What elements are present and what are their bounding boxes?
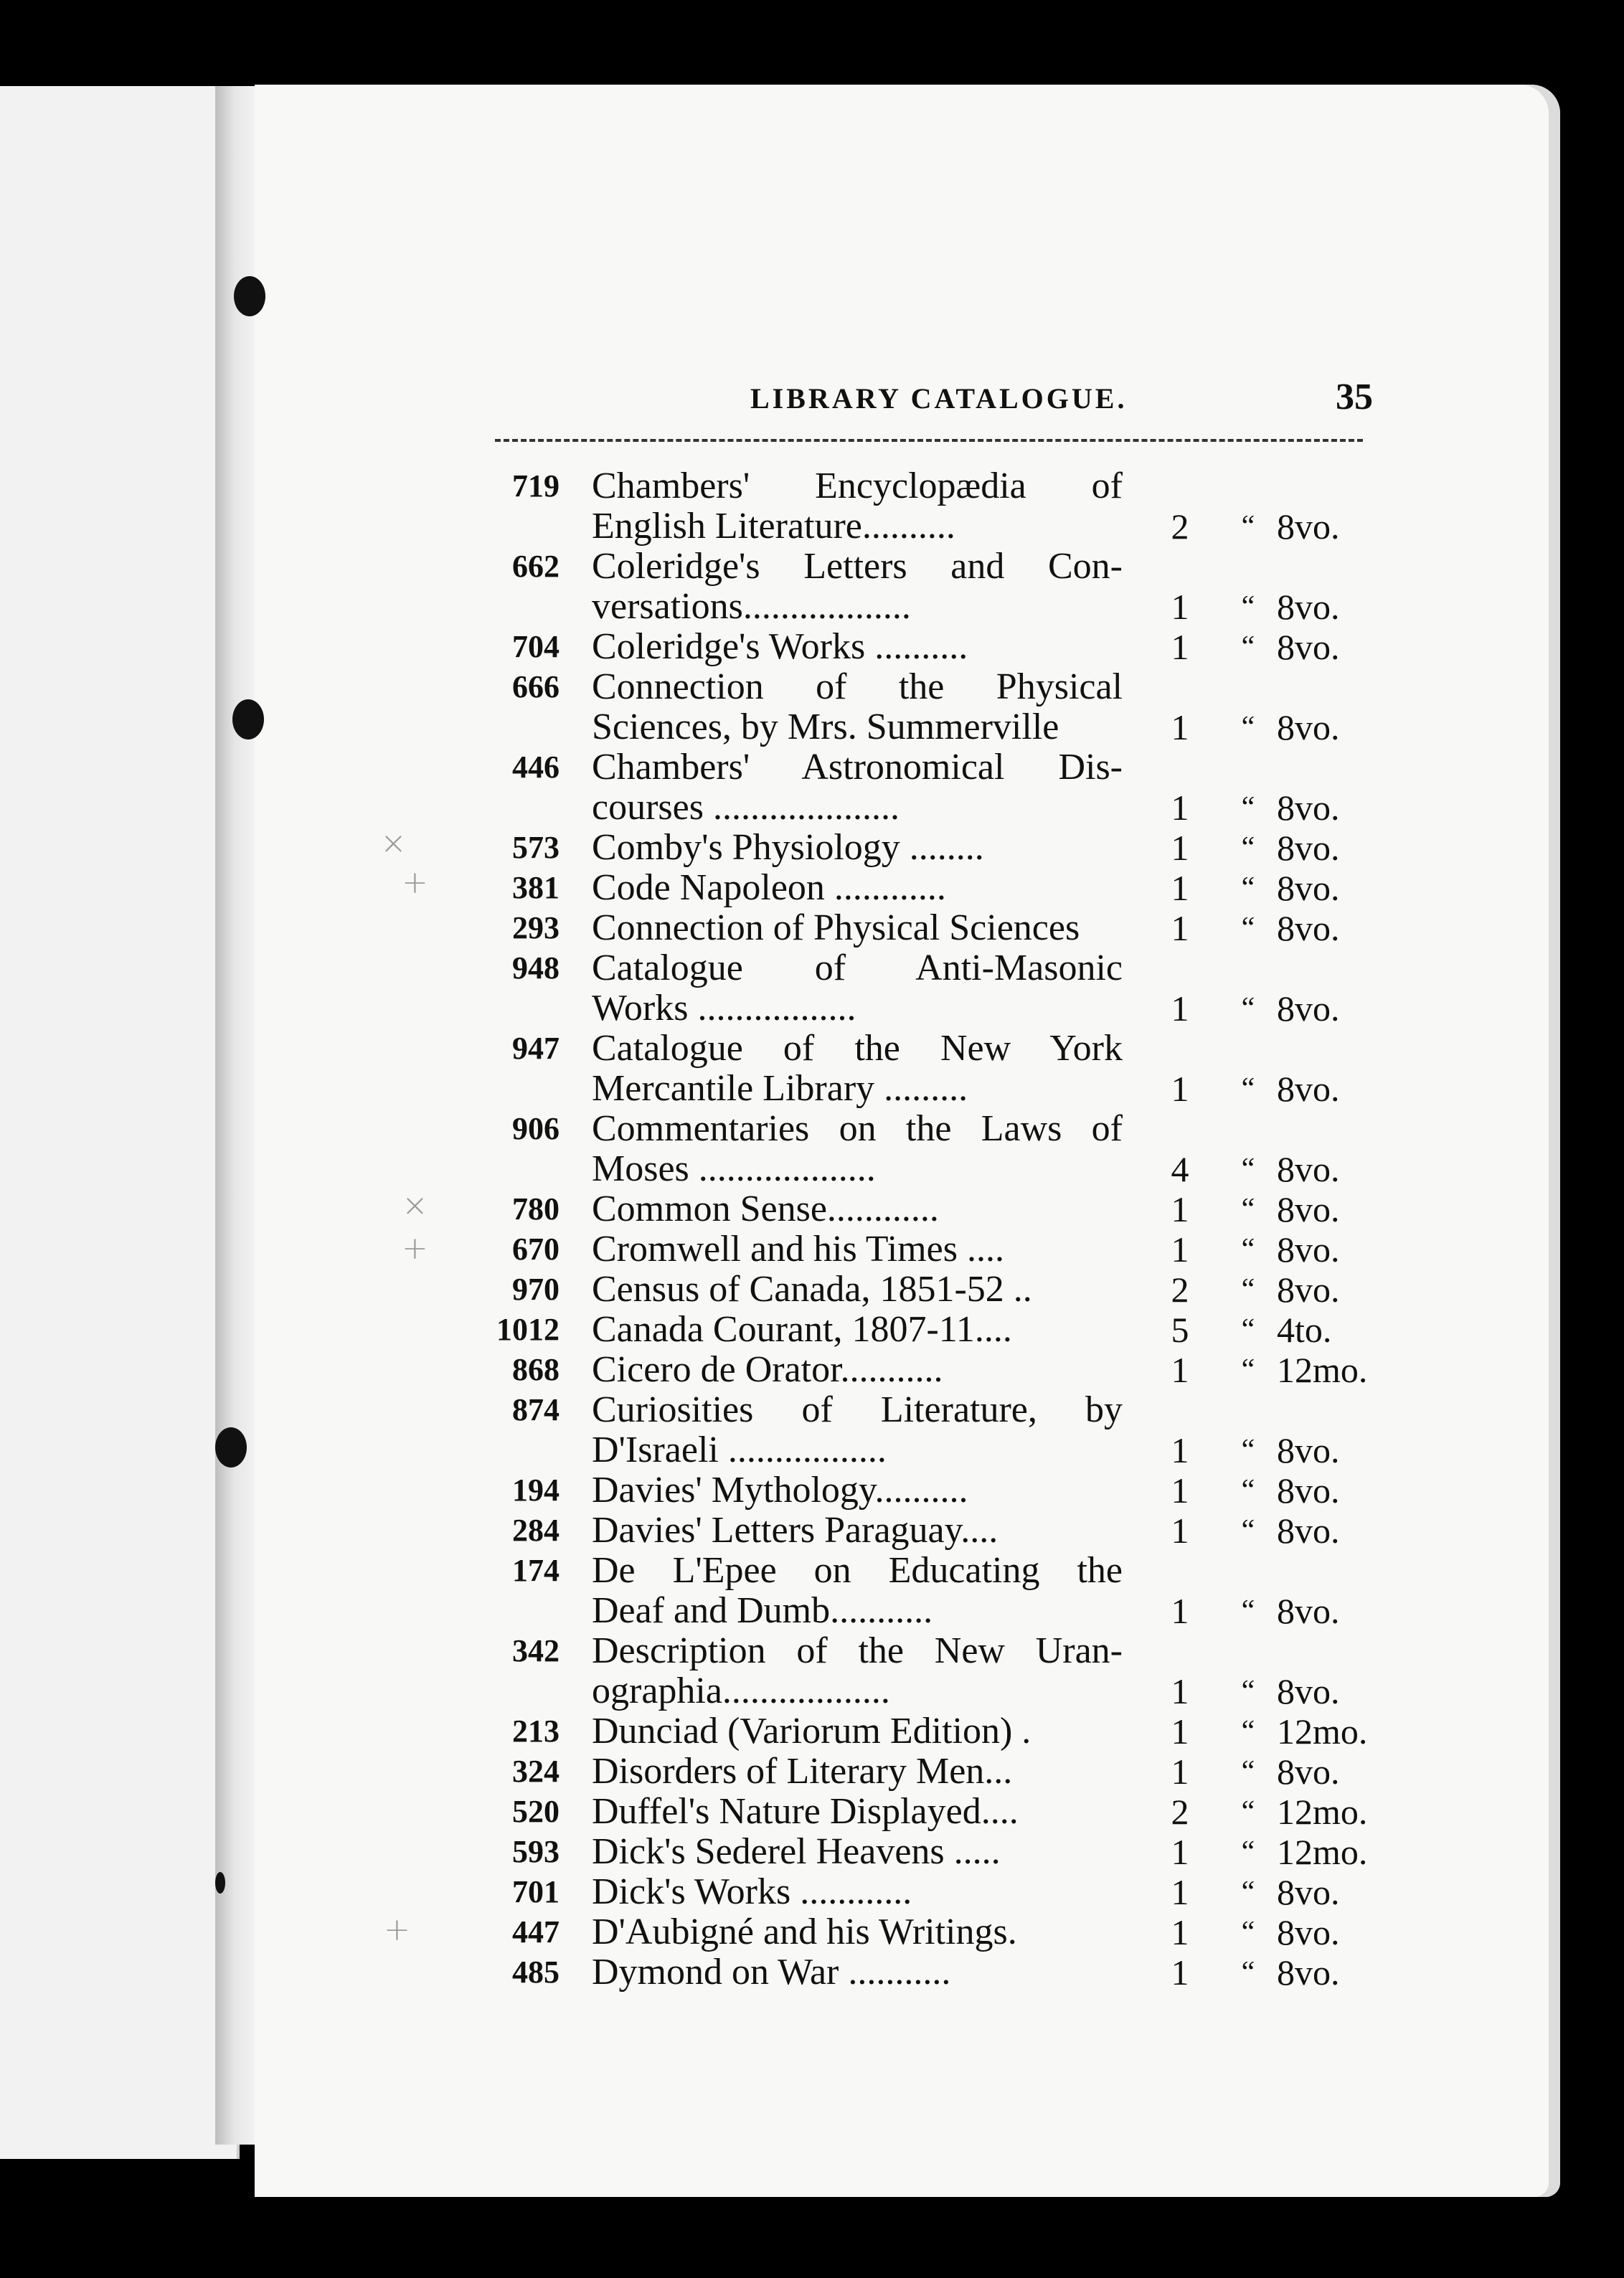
ditto-mark: “	[1241, 1675, 1255, 1708]
entry-number: 342	[512, 1633, 560, 1668]
entry-title	[592, 547, 1123, 627]
entry-format: 8vo.	[1277, 1752, 1340, 1792]
entry-volumes: 2	[1171, 1792, 1189, 1832]
book-spine	[215, 86, 258, 2145]
catalogue-entry	[473, 868, 1370, 908]
ditto-mark: “	[1241, 1233, 1255, 1266]
ditto-mark: “	[1241, 1795, 1255, 1828]
entry-number: 447	[512, 1914, 560, 1949]
entry-volumes: 1	[1171, 828, 1189, 868]
catalogue-entry	[473, 1792, 1370, 1832]
catalogue-entry	[473, 1310, 1370, 1350]
entry-title	[592, 1189, 1123, 1229]
entry-format: 12mo.	[1277, 1350, 1368, 1390]
entry-volumes: 1	[1171, 1591, 1189, 1631]
ditto-mark: “	[1241, 1835, 1255, 1868]
entry-format: 8vo.	[1277, 1872, 1340, 1912]
pencil-mark: +	[384, 1911, 410, 1948]
entry-volumes: 1	[1171, 1711, 1189, 1752]
entry-number: 719	[512, 468, 560, 504]
binding-stitch-icon	[234, 276, 265, 316]
catalogue-entry	[473, 466, 1370, 547]
entry-number: 593	[512, 1834, 560, 1869]
entry-volumes: 1	[1171, 1832, 1189, 1872]
ditto-mark: “	[1241, 1273, 1255, 1306]
entry-format: 8vo.	[1277, 1470, 1340, 1511]
entry-format: 8vo.	[1277, 868, 1340, 908]
entry-title-line: Coleridge's Works ..........	[592, 627, 968, 667]
entry-title-line: Mercantile Library .........	[592, 1069, 968, 1109]
entry-number: 947	[512, 1031, 560, 1066]
catalogue-list	[473, 466, 1370, 1993]
entry-format: 8vo.	[1277, 1912, 1340, 1952]
binding-stitch-icon	[232, 699, 264, 739]
entry-number: 573	[512, 830, 560, 865]
entry-volumes: 1	[1171, 587, 1189, 627]
entry-number: 780	[512, 1191, 560, 1227]
pencil-mark: +	[402, 1230, 428, 1267]
page-number: 35	[1336, 377, 1373, 417]
entry-number: 666	[512, 669, 560, 704]
entry-title-line: versations..................	[592, 587, 911, 627]
entry-number: 948	[512, 950, 560, 986]
entry-title-line: Connection of the Physical	[592, 667, 1123, 707]
entry-format: 8vo.	[1277, 1591, 1340, 1631]
entry-title-line: Chambers' Astronomical Dis-	[592, 747, 1123, 788]
entry-volumes: 1	[1171, 1229, 1189, 1270]
entry-title	[592, 627, 1123, 667]
ditto-mark: “	[1241, 1755, 1255, 1788]
entry-title-line: Cromwell and his Times ....	[592, 1229, 1004, 1270]
ditto-mark: “	[1241, 1594, 1255, 1627]
entry-volumes: 1	[1171, 1189, 1189, 1229]
entry-volumes: 4	[1171, 1149, 1189, 1189]
ditto-mark: “	[1241, 711, 1255, 744]
entry-title	[592, 1229, 1123, 1270]
ditto-mark: “	[1241, 1715, 1255, 1748]
entry-title-line: English Literature..........	[592, 506, 955, 547]
entry-title	[592, 948, 1123, 1029]
entry-title-line: Moses ...................	[592, 1149, 876, 1189]
entry-format: 8vo.	[1277, 1671, 1340, 1711]
entry-title-line: Dymond on War ...........	[592, 1952, 951, 1993]
entry-volumes: 1	[1171, 788, 1189, 828]
catalogue-entry	[473, 1229, 1370, 1270]
entry-title	[592, 1872, 1123, 1912]
entry-title-line: Description of the New Uran-	[592, 1631, 1123, 1671]
ditto-mark: “	[1241, 1193, 1255, 1226]
entry-volumes: 1	[1171, 868, 1189, 908]
entry-title	[592, 908, 1123, 948]
pencil-mark: ×	[402, 1187, 428, 1224]
header-rule	[495, 439, 1363, 442]
ditto-mark: “	[1241, 1514, 1255, 1547]
entry-volumes: 1	[1171, 627, 1189, 667]
catalogue-entry	[473, 1511, 1370, 1551]
entry-number: 704	[512, 629, 560, 664]
entry-title	[592, 828, 1123, 868]
catalogue-entry	[473, 908, 1370, 948]
entry-format: 8vo.	[1277, 1952, 1340, 1993]
entry-number: 324	[512, 1754, 560, 1789]
entry-number: 520	[512, 1794, 560, 1829]
ditto-mark: “	[1241, 1353, 1255, 1386]
catalogue-entry	[473, 627, 1370, 667]
catalogue-entry	[473, 1952, 1370, 1993]
binding-stitch-icon	[215, 1872, 225, 1894]
catalogue-entry	[473, 1390, 1370, 1470]
ditto-mark: “	[1241, 1876, 1255, 1909]
entry-title	[592, 466, 1123, 547]
catalogue-entry	[473, 828, 1370, 868]
entry-title-line: ographia..................	[592, 1671, 890, 1711]
entry-volumes: 2	[1171, 1270, 1189, 1310]
ditto-mark: “	[1241, 590, 1255, 623]
entry-format: 8vo.	[1277, 788, 1340, 828]
entry-title-line: Deaf and Dumb...........	[592, 1591, 933, 1631]
entry-title-line: Davies' Mythology..........	[592, 1470, 968, 1511]
ditto-mark: “	[1241, 1153, 1255, 1186]
entry-number: 213	[512, 1714, 560, 1749]
entry-number: 293	[512, 910, 560, 945]
entry-volumes: 1	[1171, 1069, 1189, 1109]
entry-format: 8vo.	[1277, 1229, 1340, 1270]
catalogue-entry	[473, 1872, 1370, 1912]
entry-title	[592, 1832, 1123, 1872]
entry-number: 446	[512, 750, 560, 785]
entry-title-line: Catalogue of the New York	[592, 1029, 1123, 1069]
entry-format: 8vo.	[1277, 1430, 1340, 1470]
entry-title	[592, 747, 1123, 828]
catalogue-entry	[473, 667, 1370, 747]
entry-title-line: Works .................	[592, 988, 856, 1029]
entry-title-line: Disorders of Literary Men...	[592, 1752, 1013, 1792]
entry-volumes: 2	[1171, 506, 1189, 547]
entry-title-line: Census of Canada, 1851-52 ..	[592, 1270, 1032, 1310]
entry-number: 906	[512, 1111, 560, 1146]
entry-title-line: Dick's Sederel Heavens .....	[592, 1832, 1001, 1872]
catalogue-entry	[473, 547, 1370, 627]
entry-title	[592, 1390, 1123, 1470]
catalogue-entry	[473, 1912, 1370, 1952]
ditto-mark: “	[1241, 1956, 1255, 1989]
catalogue-entry	[473, 1832, 1370, 1872]
entry-title-line: Connection of Physical Sciences	[592, 908, 1080, 948]
ditto-mark: “	[1241, 1072, 1255, 1105]
ditto-mark: “	[1241, 630, 1255, 663]
entry-number: 670	[512, 1232, 560, 1267]
entry-volumes: 1	[1171, 1430, 1189, 1470]
catalogue-entry	[473, 1470, 1370, 1511]
entry-title-line: Common Sense............	[592, 1189, 939, 1229]
entry-number: 701	[512, 1874, 560, 1909]
entry-title	[592, 1792, 1123, 1832]
entry-format: 4to.	[1277, 1310, 1332, 1350]
entry-volumes: 5	[1171, 1310, 1189, 1350]
entry-volumes: 1	[1171, 1671, 1189, 1711]
entry-volumes: 1	[1171, 1470, 1189, 1511]
catalogue-entry	[473, 1189, 1370, 1229]
entry-title-line: Cicero de Orator...........	[592, 1350, 943, 1390]
entry-number: 970	[512, 1272, 560, 1307]
ditto-mark: “	[1241, 1474, 1255, 1507]
catalogue-entry	[473, 1109, 1370, 1189]
entry-title-line: Dunciad (Variorum Edition) .	[592, 1711, 1031, 1752]
entry-title	[592, 667, 1123, 747]
facing-page-left	[0, 86, 240, 2159]
catalogue-entry	[473, 1631, 1370, 1711]
entry-number: 662	[512, 549, 560, 584]
entry-format: 8vo.	[1277, 1189, 1340, 1229]
entry-title-line: Dick's Works ............	[592, 1872, 912, 1912]
entry-title	[592, 1952, 1123, 1993]
entry-title-line: Catalogue of Anti-Masonic	[592, 948, 1123, 988]
entry-volumes: 1	[1171, 988, 1189, 1029]
entry-title	[592, 1511, 1123, 1551]
entry-title	[592, 1631, 1123, 1711]
entry-title	[592, 1912, 1123, 1952]
entry-format: 8vo.	[1277, 1149, 1340, 1189]
entry-format: 12mo.	[1277, 1792, 1368, 1832]
running-header: LIBRARY CATALOGUE.	[750, 382, 1128, 415]
entry-volumes: 1	[1171, 1912, 1189, 1952]
entry-title	[592, 868, 1123, 908]
entry-title	[592, 1711, 1123, 1752]
entry-number: 174	[512, 1553, 560, 1588]
entry-title-line: D'Aubigné and his Writings.	[592, 1912, 1017, 1952]
entry-format: 8vo.	[1277, 908, 1340, 948]
entry-title-line: D'Israeli .................	[592, 1430, 887, 1470]
ditto-mark: “	[1241, 992, 1255, 1025]
entry-title	[592, 1310, 1123, 1350]
catalogue-entry	[473, 747, 1370, 828]
entry-number: 868	[512, 1352, 560, 1387]
entry-title-line: Curiosities of Literature, by	[592, 1390, 1123, 1430]
entry-format: 8vo.	[1277, 828, 1340, 868]
entry-title-line: Code Napoleon ............	[592, 868, 946, 908]
entry-title	[592, 1350, 1123, 1390]
ditto-mark: “	[1241, 831, 1255, 864]
catalogue-entry	[473, 1029, 1370, 1109]
entry-title-line: Comby's Physiology ........	[592, 828, 984, 868]
entry-title	[592, 1270, 1123, 1310]
catalogue-entry	[473, 1270, 1370, 1310]
catalogue-entry	[473, 1350, 1370, 1390]
entry-title-line: Coleridge's Letters and Con-	[592, 547, 1123, 587]
entry-title	[592, 1551, 1123, 1631]
entry-format: 12mo.	[1277, 1711, 1368, 1752]
ditto-mark: “	[1241, 871, 1255, 904]
ditto-mark: “	[1241, 1434, 1255, 1467]
catalogue-entry	[473, 1551, 1370, 1631]
ditto-mark: “	[1241, 791, 1255, 824]
entry-format: 8vo.	[1277, 587, 1340, 627]
entry-number: 874	[512, 1392, 560, 1427]
entry-number: 284	[512, 1513, 560, 1548]
entry-format: 8vo.	[1277, 1270, 1340, 1310]
entry-title-line: Sciences, by Mrs. Summerville	[592, 707, 1059, 747]
ditto-mark: “	[1241, 510, 1255, 543]
entry-volumes: 1	[1171, 1952, 1189, 1993]
entry-volumes: 1	[1171, 1752, 1189, 1792]
entry-title-line: Canada Courant, 1807-11....	[592, 1310, 1012, 1350]
entry-title-line: Duffel's Nature Displayed....	[592, 1792, 1019, 1832]
entry-number: 381	[512, 870, 560, 905]
entry-title	[592, 1470, 1123, 1511]
entry-number: 1012	[496, 1312, 560, 1347]
entry-number: 194	[512, 1473, 560, 1508]
entry-format: 12mo.	[1277, 1832, 1368, 1872]
entry-title	[592, 1029, 1123, 1109]
entry-format: 8vo.	[1277, 627, 1340, 667]
ditto-mark: “	[1241, 912, 1255, 945]
entry-title-line: courses ....................	[592, 788, 900, 828]
entry-format: 8vo.	[1277, 1069, 1340, 1109]
pencil-mark: +	[402, 864, 428, 901]
entry-title-line: Commentaries on the Laws of	[592, 1109, 1123, 1149]
entry-volumes: 1	[1171, 1511, 1189, 1551]
pencil-mark: ×	[380, 825, 407, 861]
entry-format: 8vo.	[1277, 988, 1340, 1029]
entry-title	[592, 1752, 1123, 1792]
entry-format: 8vo.	[1277, 1511, 1340, 1551]
catalogue-entry	[473, 1752, 1370, 1792]
entry-volumes: 1	[1171, 1872, 1189, 1912]
binding-stitch-icon	[215, 1427, 247, 1468]
entry-title-line: De L'Epee on Educating the	[592, 1551, 1123, 1591]
entry-volumes: 1	[1171, 908, 1189, 948]
entry-title	[592, 1109, 1123, 1189]
entry-volumes: 1	[1171, 1350, 1189, 1390]
entry-format: 8vo.	[1277, 506, 1340, 547]
entry-number: 485	[512, 1955, 560, 1990]
catalogue-entry	[473, 948, 1370, 1029]
ditto-mark: “	[1241, 1916, 1255, 1949]
ditto-mark: “	[1241, 1313, 1255, 1346]
entry-title-line: Davies' Letters Paraguay....	[592, 1511, 999, 1551]
entry-title-line: Chambers' Encyclopædia of	[592, 466, 1123, 506]
entry-volumes: 1	[1171, 707, 1189, 747]
entry-format: 8vo.	[1277, 707, 1340, 747]
catalogue-entry	[473, 1711, 1370, 1752]
